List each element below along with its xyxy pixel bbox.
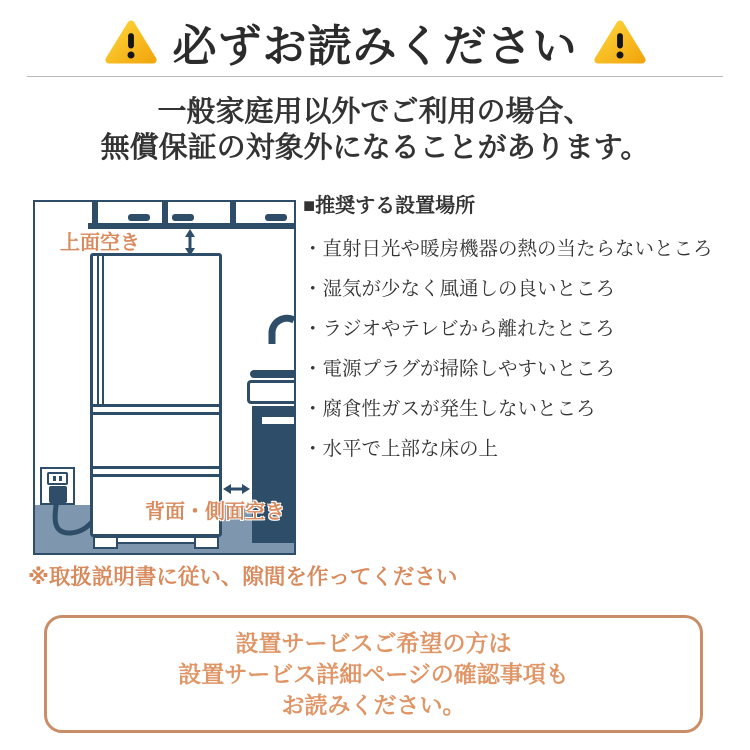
- warranty-subtitle-line2: 無償保証の対象外になることがあります。: [100, 132, 650, 164]
- header-divider: [27, 76, 723, 77]
- fridge-section-line: [93, 474, 219, 477]
- cabinet-handle: [128, 214, 150, 221]
- socket: [47, 472, 68, 485]
- fridge-foot: [93, 536, 118, 549]
- fridge-foot: [194, 536, 219, 549]
- recommendations-list: [303, 229, 748, 469]
- side-clearance-arrow: [223, 482, 250, 496]
- warranty-subtitle-line1: 一般家庭用以外でご利用の場合、: [157, 96, 593, 128]
- installation-service-box: [44, 615, 703, 733]
- fridge-door-handle: [97, 256, 104, 407]
- warning-icon: [594, 18, 646, 66]
- recommended-locations: [303, 193, 748, 469]
- fridge-section-line: [93, 404, 219, 407]
- installation-diagram: [33, 200, 296, 555]
- page-title: 必ずお読みください: [172, 22, 578, 71]
- recommendation-item: ・水平で上部な床の上: [303, 438, 499, 460]
- recommendations-heading: ■推奨する設置場所: [303, 195, 476, 217]
- wall-cabinet-divider: [92, 202, 98, 223]
- service-box-line2: 設置サービス詳細ページの確認事項も: [178, 660, 569, 687]
- side-clearance-label: 背面・側面空き: [145, 501, 285, 523]
- warranty-subtitle: [0, 94, 750, 166]
- power-cord: [35, 497, 95, 542]
- top-clearance-label: 上面空き: [60, 232, 140, 254]
- socket-slit: [53, 476, 56, 481]
- service-box-line3: お読みください。: [281, 691, 466, 718]
- wall-cabinet-divider: [230, 202, 236, 223]
- page-header: [0, 10, 750, 74]
- counter-drawer: [247, 380, 294, 404]
- warning-icon: [105, 18, 157, 66]
- cabinet-handle: [172, 214, 194, 221]
- recommendation-item: ・直射日光や暖房機器の熱の当たらないところ: [303, 238, 713, 260]
- fridge-section-line: [93, 466, 219, 469]
- counter-top: [250, 370, 294, 378]
- recommendation-item: ・電源プラグが掃除しやすいところ: [303, 358, 616, 380]
- cabinet-handle: [265, 214, 287, 221]
- manual-note: ※取扱説明書に従い、隙間を作ってください: [28, 565, 458, 589]
- service-box-line1: 設置サービスご希望の方は: [235, 629, 512, 656]
- counter-cabinet-handle: [262, 417, 294, 424]
- faucet-icon: [265, 306, 294, 344]
- recommendation-item: ・湿気が少なく風通しの良いところ: [303, 278, 616, 300]
- socket-slit: [59, 476, 62, 481]
- recommendation-item: ・腐食性ガスが発生しないところ: [303, 398, 596, 420]
- wall-cabinet-divider: [162, 202, 168, 223]
- fridge-section-line: [93, 412, 219, 415]
- recommendation-item: ・ラジオやテレビから離れたところ: [303, 318, 615, 340]
- top-clearance-arrow: [183, 229, 197, 256]
